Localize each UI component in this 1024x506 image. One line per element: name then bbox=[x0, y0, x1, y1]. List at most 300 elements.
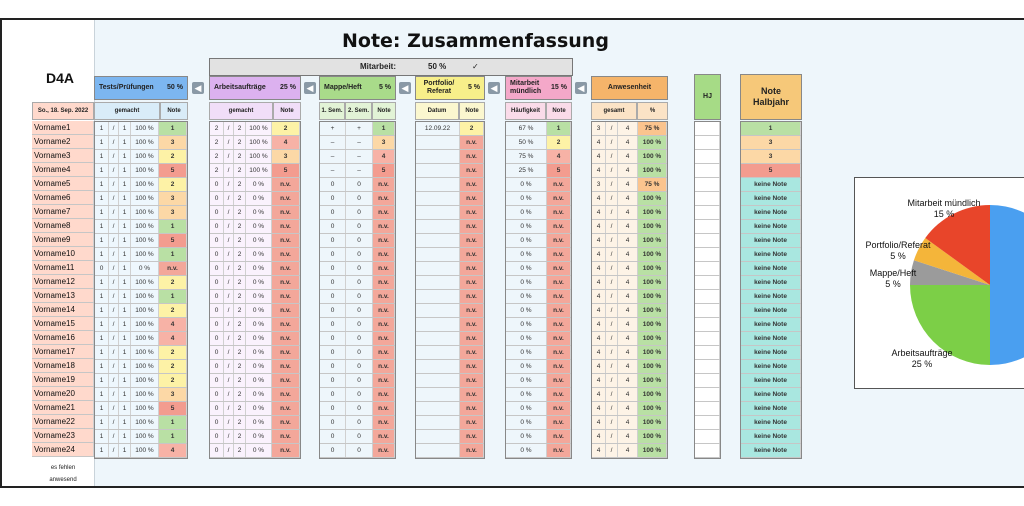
anwesenheit-row bbox=[592, 178, 667, 192]
mappe-note: n.v. bbox=[373, 430, 395, 443]
mappe-row bbox=[320, 430, 395, 444]
arbeits-sep: / bbox=[224, 332, 234, 345]
arbeits-sep: / bbox=[224, 136, 234, 149]
hj-cell bbox=[695, 332, 720, 345]
hj-cell bbox=[695, 234, 720, 247]
anw-present: 4 bbox=[592, 374, 606, 387]
tests-sep: / bbox=[109, 304, 119, 317]
mappe-sem2: 0 bbox=[346, 346, 373, 359]
anw-present: 3 bbox=[592, 178, 606, 191]
anw-sep: / bbox=[606, 290, 618, 303]
header-muendlich-label: Mitarbeit mündlich bbox=[510, 80, 542, 95]
tests-row bbox=[95, 374, 187, 388]
mappe-sem2: 0 bbox=[346, 290, 373, 303]
halbjahr-row bbox=[741, 122, 801, 136]
anw-pct: 100 % bbox=[638, 332, 667, 345]
anw-total: 4 bbox=[618, 346, 638, 359]
tests-done: 1 bbox=[95, 402, 109, 415]
arbeits-row bbox=[210, 290, 300, 304]
header-portfolio-label: Portfolio/ Referat bbox=[423, 80, 455, 95]
mappe-row bbox=[320, 416, 395, 430]
portfolio-date bbox=[416, 164, 460, 177]
mappe-row bbox=[320, 402, 395, 416]
arbeits-sep: / bbox=[224, 290, 234, 303]
mappe-note: n.v. bbox=[373, 262, 395, 275]
muendlich-row bbox=[506, 262, 571, 276]
portfolio-note: n.v. bbox=[460, 234, 484, 247]
arbeits-sep: / bbox=[224, 360, 234, 373]
portfolio-date bbox=[416, 150, 460, 163]
halbjahr-row bbox=[741, 150, 801, 164]
pie-label-arbeits bbox=[877, 348, 967, 370]
muendlich-note: 2 bbox=[547, 136, 571, 149]
mappe-sem2: 0 bbox=[346, 248, 373, 261]
tests-pct: 100 % bbox=[131, 276, 159, 289]
anw-sep: / bbox=[606, 444, 618, 457]
tests-row bbox=[95, 304, 187, 318]
portfolio-row bbox=[416, 290, 484, 304]
arbeits-row bbox=[210, 234, 300, 248]
tests-note: 2 bbox=[159, 276, 187, 289]
portfolio-note: n.v. bbox=[460, 220, 484, 233]
hj-row bbox=[695, 248, 720, 262]
anwesenheit-row bbox=[592, 164, 667, 178]
tests-row bbox=[95, 220, 187, 234]
anwesenheit-row bbox=[592, 444, 667, 458]
arbeits-note: n.v. bbox=[272, 430, 300, 443]
hj-row bbox=[695, 318, 720, 332]
muendlich-haeufigkeit: 75 % bbox=[506, 150, 547, 163]
tests-sep: / bbox=[109, 374, 119, 387]
tests-row bbox=[95, 276, 187, 290]
tests-row bbox=[95, 290, 187, 304]
student-name: Vorname2 bbox=[32, 135, 94, 148]
arbeits-row bbox=[210, 206, 300, 220]
halbjahr-row bbox=[741, 206, 801, 220]
arbeits-row bbox=[210, 346, 300, 360]
arbeits-total: 2 bbox=[234, 374, 246, 387]
arrow-left-icon[interactable]: ◀ bbox=[304, 82, 316, 94]
halbjahr-note: keine Note bbox=[741, 346, 801, 359]
hj-cell bbox=[695, 276, 720, 289]
arbeits-done: 0 bbox=[210, 346, 224, 359]
arbeits-row bbox=[210, 430, 300, 444]
portfolio-note: n.v. bbox=[460, 430, 484, 443]
tests-total: 1 bbox=[119, 262, 131, 275]
muendlich-row bbox=[506, 318, 571, 332]
halbjahr-table bbox=[740, 121, 802, 459]
tests-sep: / bbox=[109, 402, 119, 415]
anw-present: 4 bbox=[592, 388, 606, 401]
arbeits-pct: 0 % bbox=[246, 304, 272, 317]
date-cell: So., 18. Sep. 2022 bbox=[32, 102, 94, 120]
portfolio-row bbox=[416, 164, 484, 178]
class-name: D4A bbox=[46, 70, 75, 86]
mappe-sem1: 0 bbox=[320, 360, 346, 373]
halbjahr-note: keine Note bbox=[741, 262, 801, 275]
tests-total: 1 bbox=[119, 318, 131, 331]
header-halbjahr-label: Note Halbjahr bbox=[752, 86, 789, 107]
mappe-sem2: 0 bbox=[346, 192, 373, 205]
arbeits-note: n.v. bbox=[272, 290, 300, 303]
arbeits-note: n.v. bbox=[272, 304, 300, 317]
arbeits-row bbox=[210, 276, 300, 290]
header-arbeits-label: Arbeitsaufträge bbox=[214, 84, 266, 91]
anw-pct: 100 % bbox=[638, 374, 667, 387]
mappe-note: n.v. bbox=[373, 304, 395, 317]
hj-row bbox=[695, 444, 720, 458]
mappe-sem2: 0 bbox=[346, 318, 373, 331]
mappe-row bbox=[320, 318, 395, 332]
muendlich-row bbox=[506, 346, 571, 360]
arbeits-total: 2 bbox=[234, 136, 246, 149]
hj-row bbox=[695, 346, 720, 360]
tests-pct: 100 % bbox=[131, 402, 159, 415]
tests-done: 1 bbox=[95, 192, 109, 205]
anwesenheit-row bbox=[592, 290, 667, 304]
anw-total: 4 bbox=[618, 416, 638, 429]
tests-table bbox=[94, 121, 188, 459]
mappe-sem1: – bbox=[320, 136, 346, 149]
tests-note: 4 bbox=[159, 444, 187, 457]
anw-pct: 100 % bbox=[638, 248, 667, 261]
anwesenheit-row bbox=[592, 416, 667, 430]
hj-cell bbox=[695, 304, 720, 317]
anw-pct: 100 % bbox=[638, 164, 667, 177]
portfolio-date bbox=[416, 178, 460, 191]
halbjahr-note: keine Note bbox=[741, 178, 801, 191]
tests-row bbox=[95, 192, 187, 206]
tests-total: 1 bbox=[119, 248, 131, 261]
student-name: Vorname11 bbox=[32, 261, 94, 274]
tests-total: 1 bbox=[119, 276, 131, 289]
hj-row bbox=[695, 276, 720, 290]
mappe-note: n.v. bbox=[373, 206, 395, 219]
tests-sep: / bbox=[109, 248, 119, 261]
muendlich-haeufigkeit: 0 % bbox=[506, 234, 547, 247]
arbeits-note: n.v. bbox=[272, 192, 300, 205]
portfolio-note: n.v. bbox=[460, 290, 484, 303]
portfolio-date bbox=[416, 430, 460, 443]
muendlich-note: n.v. bbox=[547, 290, 571, 303]
anw-sep: / bbox=[606, 248, 618, 261]
tests-pct: 100 % bbox=[131, 220, 159, 233]
portfolio-note: n.v. bbox=[460, 136, 484, 149]
portfolio-note: n.v. bbox=[460, 416, 484, 429]
arbeits-sep: / bbox=[224, 374, 234, 387]
arbeits-note: n.v. bbox=[272, 444, 300, 457]
arbeits-note: 2 bbox=[272, 122, 300, 135]
tests-sep: / bbox=[109, 332, 119, 345]
portfolio-row bbox=[416, 192, 484, 206]
tests-row bbox=[95, 444, 187, 458]
tests-sep: / bbox=[109, 444, 119, 457]
anw-pct: 100 % bbox=[638, 430, 667, 443]
mappe-sem2: 0 bbox=[346, 402, 373, 415]
arbeits-pct: 0 % bbox=[246, 234, 272, 247]
student-name-row bbox=[32, 387, 94, 401]
tests-total: 1 bbox=[119, 444, 131, 457]
anw-total: 4 bbox=[618, 388, 638, 401]
muendlich-haeufigkeit: 0 % bbox=[506, 332, 547, 345]
portfolio-date bbox=[416, 262, 460, 275]
tests-pct: 0 % bbox=[131, 262, 159, 275]
portfolio-date bbox=[416, 318, 460, 331]
student-name-row bbox=[32, 345, 94, 359]
student-name: Vorname14 bbox=[32, 303, 94, 316]
mappe-note: n.v. bbox=[373, 444, 395, 457]
portfolio-note: n.v. bbox=[460, 388, 484, 401]
tests-pct: 100 % bbox=[131, 416, 159, 429]
arbeits-row bbox=[210, 444, 300, 458]
anw-present: 4 bbox=[592, 360, 606, 373]
anwesenheit-row bbox=[592, 388, 667, 402]
halbjahr-note: keine Note bbox=[741, 304, 801, 317]
tests-total: 1 bbox=[119, 374, 131, 387]
mappe-note: n.v. bbox=[373, 192, 395, 205]
tests-total: 1 bbox=[119, 122, 131, 135]
arbeits-done: 0 bbox=[210, 192, 224, 205]
hj-cell bbox=[695, 402, 720, 415]
anw-sep: / bbox=[606, 402, 618, 415]
anw-sep: / bbox=[606, 304, 618, 317]
arbeits-row bbox=[210, 122, 300, 136]
mappe-row bbox=[320, 164, 395, 178]
pie-label-portfolio bbox=[859, 240, 937, 262]
arbeits-total: 2 bbox=[234, 402, 246, 415]
arbeits-total: 2 bbox=[234, 150, 246, 163]
arbeits-pct: 0 % bbox=[246, 262, 272, 275]
portfolio-date bbox=[416, 220, 460, 233]
mappe-row bbox=[320, 444, 395, 458]
sub-portfolio-datum: Datum bbox=[415, 102, 459, 120]
pie-label-arbeits-pct: 25 % bbox=[911, 359, 933, 369]
student-name-row bbox=[32, 373, 94, 387]
tests-row bbox=[95, 332, 187, 346]
muendlich-note: n.v. bbox=[547, 206, 571, 219]
sub-anwesenheit-gesamt: gesamt bbox=[591, 102, 637, 120]
muendlich-table bbox=[505, 121, 572, 459]
tests-done: 1 bbox=[95, 122, 109, 135]
hj-cell bbox=[695, 192, 720, 205]
mappe-row bbox=[320, 136, 395, 150]
anw-present: 4 bbox=[592, 416, 606, 429]
portfolio-note: n.v. bbox=[460, 332, 484, 345]
pie-label-muendlich-name: Mitarbeit mündlich bbox=[907, 198, 981, 208]
student-name-row bbox=[32, 317, 94, 331]
anw-pct: 100 % bbox=[638, 444, 667, 457]
mappe-row bbox=[320, 332, 395, 346]
mappe-row bbox=[320, 220, 395, 234]
muendlich-row bbox=[506, 248, 571, 262]
muendlich-note: n.v. bbox=[547, 220, 571, 233]
portfolio-date bbox=[416, 444, 460, 457]
mappe-note: 3 bbox=[373, 136, 395, 149]
student-name-row bbox=[32, 303, 94, 317]
arbeits-sep: / bbox=[224, 192, 234, 205]
student-name-row bbox=[32, 415, 94, 429]
arrow-left-icon[interactable]: ◀ bbox=[575, 82, 587, 94]
anw-pct: 100 % bbox=[638, 290, 667, 303]
muendlich-note: n.v. bbox=[547, 276, 571, 289]
tests-row bbox=[95, 150, 187, 164]
arbeits-row bbox=[210, 388, 300, 402]
student-name-row bbox=[32, 275, 94, 289]
tests-row bbox=[95, 122, 187, 136]
arbeits-row bbox=[210, 150, 300, 164]
student-name: Vorname13 bbox=[32, 289, 94, 302]
anw-total: 4 bbox=[618, 290, 638, 303]
arbeits-note: n.v. bbox=[272, 220, 300, 233]
header-arbeits bbox=[209, 76, 301, 100]
tests-sep: / bbox=[109, 150, 119, 163]
halbjahr-row bbox=[741, 374, 801, 388]
anwesenheit-row bbox=[592, 276, 667, 290]
student-name: Vorname7 bbox=[32, 205, 94, 218]
anw-sep: / bbox=[606, 388, 618, 401]
anw-pct: 75 % bbox=[638, 178, 667, 191]
muendlich-haeufigkeit: 67 % bbox=[506, 122, 547, 135]
arbeits-sep: / bbox=[224, 304, 234, 317]
student-name: Vorname19 bbox=[32, 373, 94, 386]
anw-sep: / bbox=[606, 346, 618, 359]
muendlich-row bbox=[506, 304, 571, 318]
muendlich-row bbox=[506, 164, 571, 178]
arbeits-done: 0 bbox=[210, 444, 224, 457]
mitarbeit-summary bbox=[209, 58, 573, 76]
arbeits-total: 2 bbox=[234, 388, 246, 401]
student-name-row bbox=[32, 205, 94, 219]
tests-sep: / bbox=[109, 178, 119, 191]
tests-total: 1 bbox=[119, 164, 131, 177]
anwesenheit-table bbox=[591, 121, 668, 459]
arbeits-done: 2 bbox=[210, 136, 224, 149]
mappe-table bbox=[319, 121, 396, 459]
tests-sep: / bbox=[109, 346, 119, 359]
tests-row bbox=[95, 360, 187, 374]
arbeits-sep: / bbox=[224, 444, 234, 457]
anw-present: 4 bbox=[592, 150, 606, 163]
tests-pct: 100 % bbox=[131, 164, 159, 177]
sheet-canvas bbox=[0, 18, 1024, 488]
muendlich-note: n.v. bbox=[547, 262, 571, 275]
anw-pct: 100 % bbox=[638, 346, 667, 359]
arrow-left-icon[interactable]: ◀ bbox=[192, 82, 204, 94]
tests-note: 2 bbox=[159, 360, 187, 373]
anwesenheit-row bbox=[592, 248, 667, 262]
arbeits-note: 5 bbox=[272, 164, 300, 177]
anw-total: 4 bbox=[618, 402, 638, 415]
arrow-left-icon[interactable]: ◀ bbox=[399, 82, 411, 94]
hj-row bbox=[695, 430, 720, 444]
tests-total: 1 bbox=[119, 304, 131, 317]
tests-row bbox=[95, 388, 187, 402]
header-halbjahr bbox=[740, 74, 802, 120]
arrow-left-icon[interactable]: ◀ bbox=[488, 82, 500, 94]
halbjahr-note: 3 bbox=[741, 150, 801, 163]
arbeits-sep: / bbox=[224, 318, 234, 331]
muendlich-haeufigkeit: 0 % bbox=[506, 360, 547, 373]
arbeits-pct: 0 % bbox=[246, 360, 272, 373]
anw-present: 4 bbox=[592, 304, 606, 317]
tests-note: 1 bbox=[159, 416, 187, 429]
mappe-row bbox=[320, 290, 395, 304]
arbeits-note: n.v. bbox=[272, 234, 300, 247]
tests-done: 1 bbox=[95, 136, 109, 149]
pie-label-muendlich-pct: 15 % bbox=[933, 209, 955, 219]
muendlich-note: n.v. bbox=[547, 346, 571, 359]
anwesenheit-row bbox=[592, 374, 667, 388]
arbeits-sep: / bbox=[224, 206, 234, 219]
mappe-sem1: 0 bbox=[320, 206, 346, 219]
tests-sep: / bbox=[109, 360, 119, 373]
muendlich-row bbox=[506, 388, 571, 402]
arbeits-pct: 0 % bbox=[246, 206, 272, 219]
mappe-row bbox=[320, 122, 395, 136]
mappe-sem1: 0 bbox=[320, 192, 346, 205]
mappe-sem1: 0 bbox=[320, 276, 346, 289]
tests-pct: 100 % bbox=[131, 150, 159, 163]
tests-total: 1 bbox=[119, 192, 131, 205]
anw-present: 4 bbox=[592, 234, 606, 247]
student-name-row bbox=[32, 163, 94, 177]
hj-cell bbox=[695, 318, 720, 331]
sub-tests-note: Note bbox=[160, 102, 188, 120]
tests-row bbox=[95, 346, 187, 360]
tests-note: 4 bbox=[159, 332, 187, 345]
arbeits-note: n.v. bbox=[272, 276, 300, 289]
mappe-sem1: – bbox=[320, 150, 346, 163]
arbeits-row bbox=[210, 220, 300, 234]
portfolio-row bbox=[416, 346, 484, 360]
tests-done: 1 bbox=[95, 318, 109, 331]
portfolio-date bbox=[416, 416, 460, 429]
arbeits-done: 2 bbox=[210, 122, 224, 135]
tests-total: 1 bbox=[119, 150, 131, 163]
arbeits-pct: 0 % bbox=[246, 248, 272, 261]
portfolio-row bbox=[416, 206, 484, 220]
arbeits-pct: 0 % bbox=[246, 374, 272, 387]
header-mappe-pct: 5 % bbox=[378, 84, 391, 91]
header-tests bbox=[94, 76, 188, 100]
student-name-row bbox=[32, 219, 94, 233]
anw-pct: 100 % bbox=[638, 318, 667, 331]
anw-sep: / bbox=[606, 332, 618, 345]
halbjahr-note: keine Note bbox=[741, 430, 801, 443]
header-portfolio-pct: 5 % bbox=[467, 84, 480, 91]
tests-done: 1 bbox=[95, 444, 109, 457]
tests-pct: 100 % bbox=[131, 346, 159, 359]
arbeits-note: n.v. bbox=[272, 206, 300, 219]
student-name-row bbox=[32, 177, 94, 191]
student-name-row bbox=[32, 429, 94, 443]
anw-pct: 100 % bbox=[638, 220, 667, 233]
halbjahr-note: keine Note bbox=[741, 192, 801, 205]
header-tests-pct: 50 % bbox=[167, 84, 183, 91]
arbeits-note: n.v. bbox=[272, 248, 300, 261]
mappe-row bbox=[320, 360, 395, 374]
arbeits-pct: 0 % bbox=[246, 402, 272, 415]
arbeits-done: 0 bbox=[210, 276, 224, 289]
halbjahr-row bbox=[741, 290, 801, 304]
portfolio-date bbox=[416, 234, 460, 247]
pie-label-mappe-name: Mappe/Heft bbox=[869, 268, 917, 278]
tests-note: 3 bbox=[159, 206, 187, 219]
tests-done: 1 bbox=[95, 164, 109, 177]
arbeits-done: 0 bbox=[210, 304, 224, 317]
anw-present: 4 bbox=[592, 444, 606, 457]
tests-note: 4 bbox=[159, 318, 187, 331]
